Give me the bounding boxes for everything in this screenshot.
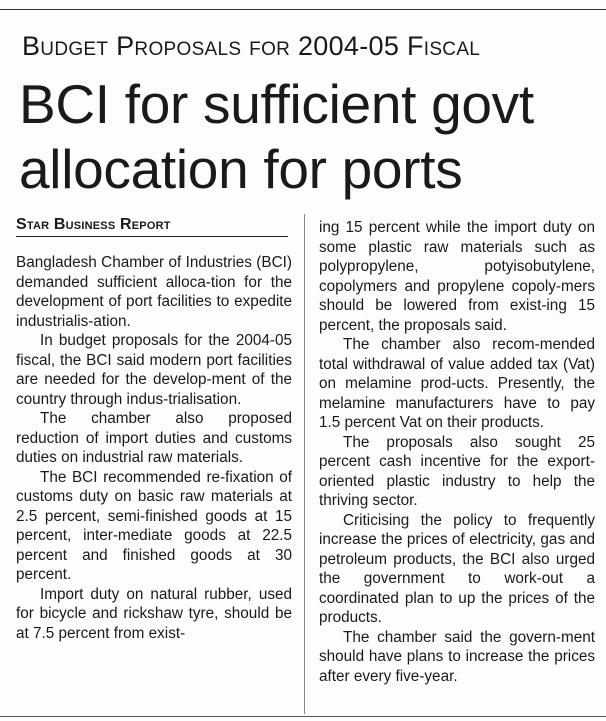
bottom-rule <box>0 716 606 717</box>
paragraph: Criticising the policy to frequently increase the prices of electricity, gas and petroleum products, the BCI also urged the government to work-out a coordinated plan to up the prices of the products. <box>319 511 595 626</box>
article-column-right <box>319 218 595 686</box>
paragraph: ing 15 percent while the import duty on some plastic raw materials such as polypropylene, potyisobutylene, copolymers and propylene copoly-mers should be lowered from exist-ing 15 percent, the proposals said. <box>319 219 595 334</box>
paragraph: The BCI recommended re-fixation of customs duty on basic raw materials at 2.5 percent, semi-finished goods at 15 percent, inter-mediate goods at 22.5 percent and finished goods at 30 percent. <box>16 468 292 583</box>
top-rule <box>0 9 606 10</box>
column-divider <box>304 214 305 714</box>
paragraph: The proposals also sought 25 percent cash incentive for the export-oriented plastic industry to help the thriving sector. <box>319 433 595 509</box>
kicker: Budget Proposals for 2004-05 Fiscal <box>22 31 481 61</box>
paragraph: In budget proposals for the 2004-05 fiscal, the BCI said modern port facilities are needed for the develop-ment of the country through indus-trialisation. <box>16 332 292 408</box>
paragraph: The chamber also recom-mended total withdrawal of value added tax (Vat) on melamine prod-ucts. Presently, the melamine manufacturers have to pay 1.5 percent Vat on their products. <box>319 336 595 431</box>
article-column-left <box>16 214 292 643</box>
headline-line-2: allocation for ports <box>19 138 463 200</box>
paragraph: Bangladesh Chamber of Industries (BCI) demanded sufficient alloca-tion for the development of port facilities to expedite industrialis-ation. <box>16 254 292 330</box>
headline-line-1: BCI for sufficient govt <box>19 73 534 135</box>
headline <box>19 72 599 202</box>
paragraph: Import duty on natural rubber, used for bicycle and rickshaw tyre, should be at 7.5 percent from exist- <box>16 585 292 642</box>
paragraph: The chamber also proposed reduction of import duties and customs duties on industrial raw materials. <box>16 410 292 466</box>
paragraph: The chamber said the govern-ment should have plans to increase the prices after every five-year. <box>319 628 595 685</box>
byline: Star Business Report <box>16 214 288 237</box>
